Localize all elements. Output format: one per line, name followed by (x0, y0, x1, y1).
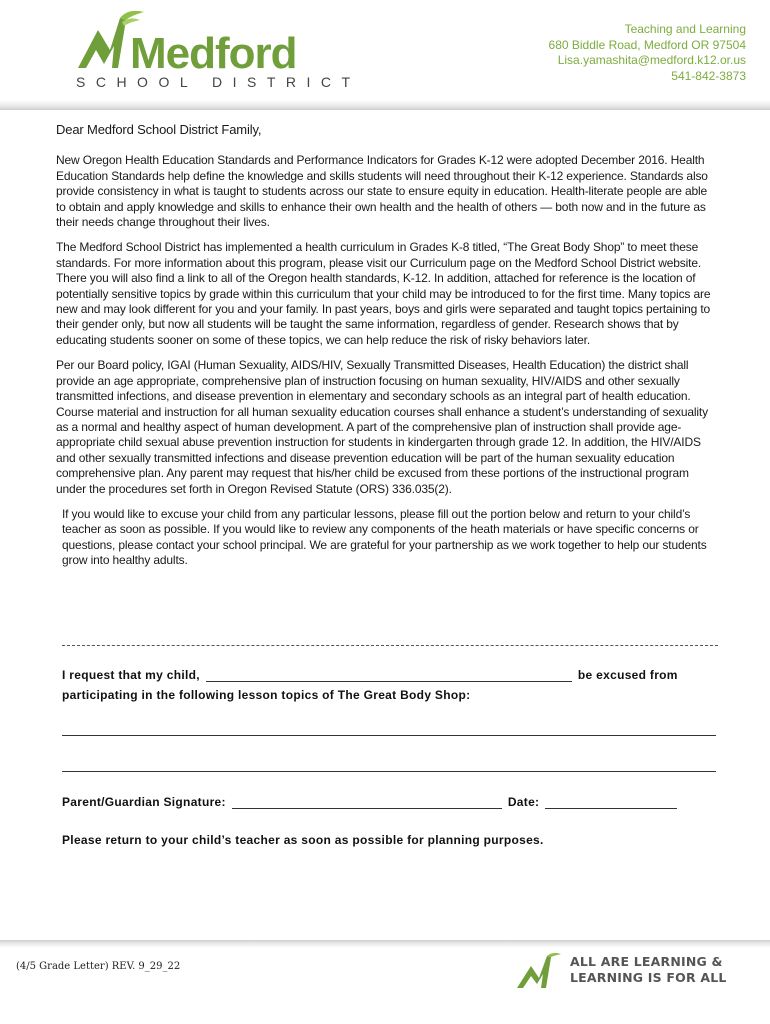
slogan-line-2: LEARNING IS FOR ALL (570, 970, 727, 985)
address: 680 Biddle Road, Medford OR 97504 (548, 37, 746, 52)
cut-line-divider (62, 645, 718, 646)
child-name-field[interactable] (206, 669, 572, 682)
medford-logo (68, 10, 361, 90)
logo-subtitle: SCHOOL DISTRICT (76, 74, 361, 90)
excusal-request (62, 668, 718, 702)
paragraph-excuse-instructions: If you would like to excuse your child from any particular lessons, please fill out the portion below and return to your child’s teacher as soon as possible. If you would like to review any components of the heath materials or have specific concerns or questions, please contact your school principal. We are grateful for your partnership as we work together to help our students grow into healthy adults. (62, 506, 707, 568)
paragraph-board-policy: Per our Board policy, IGAI (Human Sexuality, AIDS/HIV, Sexually Transmitted Diseases, Health Education) the district shall provide an age appropriate, comprehensive plan of instruction focusing on human sexuality, HIV/AIDS and other sexually transmitted infections, and disease prevention in elementary and secondary schools as an integral part of health education. Course material and instruction for all human sexuality education courses shall enhance a student’s understanding of sexuality as a normal and healthy aspect of human development. A part of the comprehensive plan of instruction shall provide age-appropriate child sexual abuse prevention instruction for students in kindergarten through grade 12. In addition, the HIV/AIDS and other sexually transmitted infections and disease prevention education will be part of the human sexuality education comprehensive plan. Any parent may request that his/her child be excused from these portions of the instructional program under the procedures set forth in Oregon Revised Statute (ORS) 336.035(2). (56, 358, 708, 496)
signature-row (62, 795, 718, 809)
date-label: Date: (507, 795, 540, 809)
email-address[interactable]: Lisa.yamashita@medford.k12.or.us (557, 53, 746, 67)
paragraph-standards: New Oregon Health Education Standards and Performance Indicators for Grades K-12 were adopted December 2016. Health Education Standards help define the knowledge and skills students will need throughout their K-12 experience. Standards also provide consistency in what is taught to students across our state to ensure equity in education. Health-literate people are able to obtain and apply knowledge and skills to enhance their own health and the health of others — both now and in the future as their needs change throughout their lives. (56, 153, 708, 230)
medford-mountain-logo-icon (515, 952, 565, 992)
slogan-line-1: ALL ARE LEARNING & (570, 954, 723, 969)
contact-block (549, 22, 746, 84)
salutation: Dear Medford School District Family, (56, 122, 262, 137)
letter-body (56, 122, 718, 579)
lesson-topics-field-2[interactable] (62, 771, 716, 772)
logo-wordmark: Medford (130, 29, 297, 78)
lesson-topics-field-1[interactable] (62, 735, 716, 736)
return-note: Please return to your child’s teacher as soon as possible for planning purposes. (62, 833, 544, 847)
phone-number: 541-842-3873 (671, 68, 746, 83)
request-line-2: participating in the following lesson topics of The Great Body Shop: (62, 688, 471, 702)
department-name: Teaching and Learning (624, 22, 746, 36)
district-slogan (570, 954, 727, 986)
request-suffix: be excused from (577, 668, 678, 682)
revision-label: (4/5 Grade Letter) REV. 9_29_22 (16, 961, 181, 972)
header-divider (0, 100, 770, 110)
signature-label: Parent/Guardian Signature: (62, 795, 226, 809)
date-field[interactable] (545, 796, 677, 809)
request-prefix: I request that my child, (62, 668, 200, 682)
footer-divider (0, 940, 770, 948)
paragraph-curriculum: The Medford School District has implemented a health curriculum in Grades K-8 titled, “The Great Body Shop” to meet these standards. For more information about this program, please visit our Curriculum page on the Medford School District website. There you will also find a link to all of the Oregon health standards, K-12. In addition, attached for reference is the location of potentially sensitive topics by grade within this curriculum that your child may be introduced to for the first time. Many topics are new and may look different for you and your family. In past years, boys and girls were separated and taught topics pertaining to their gender only, but now all students will be taught the same information, regardless of gender. Research shows that by educating students sooner on some of these topics, we can help reduce the risk of risky behaviors later. (56, 240, 711, 347)
signature-field[interactable] (232, 796, 502, 809)
